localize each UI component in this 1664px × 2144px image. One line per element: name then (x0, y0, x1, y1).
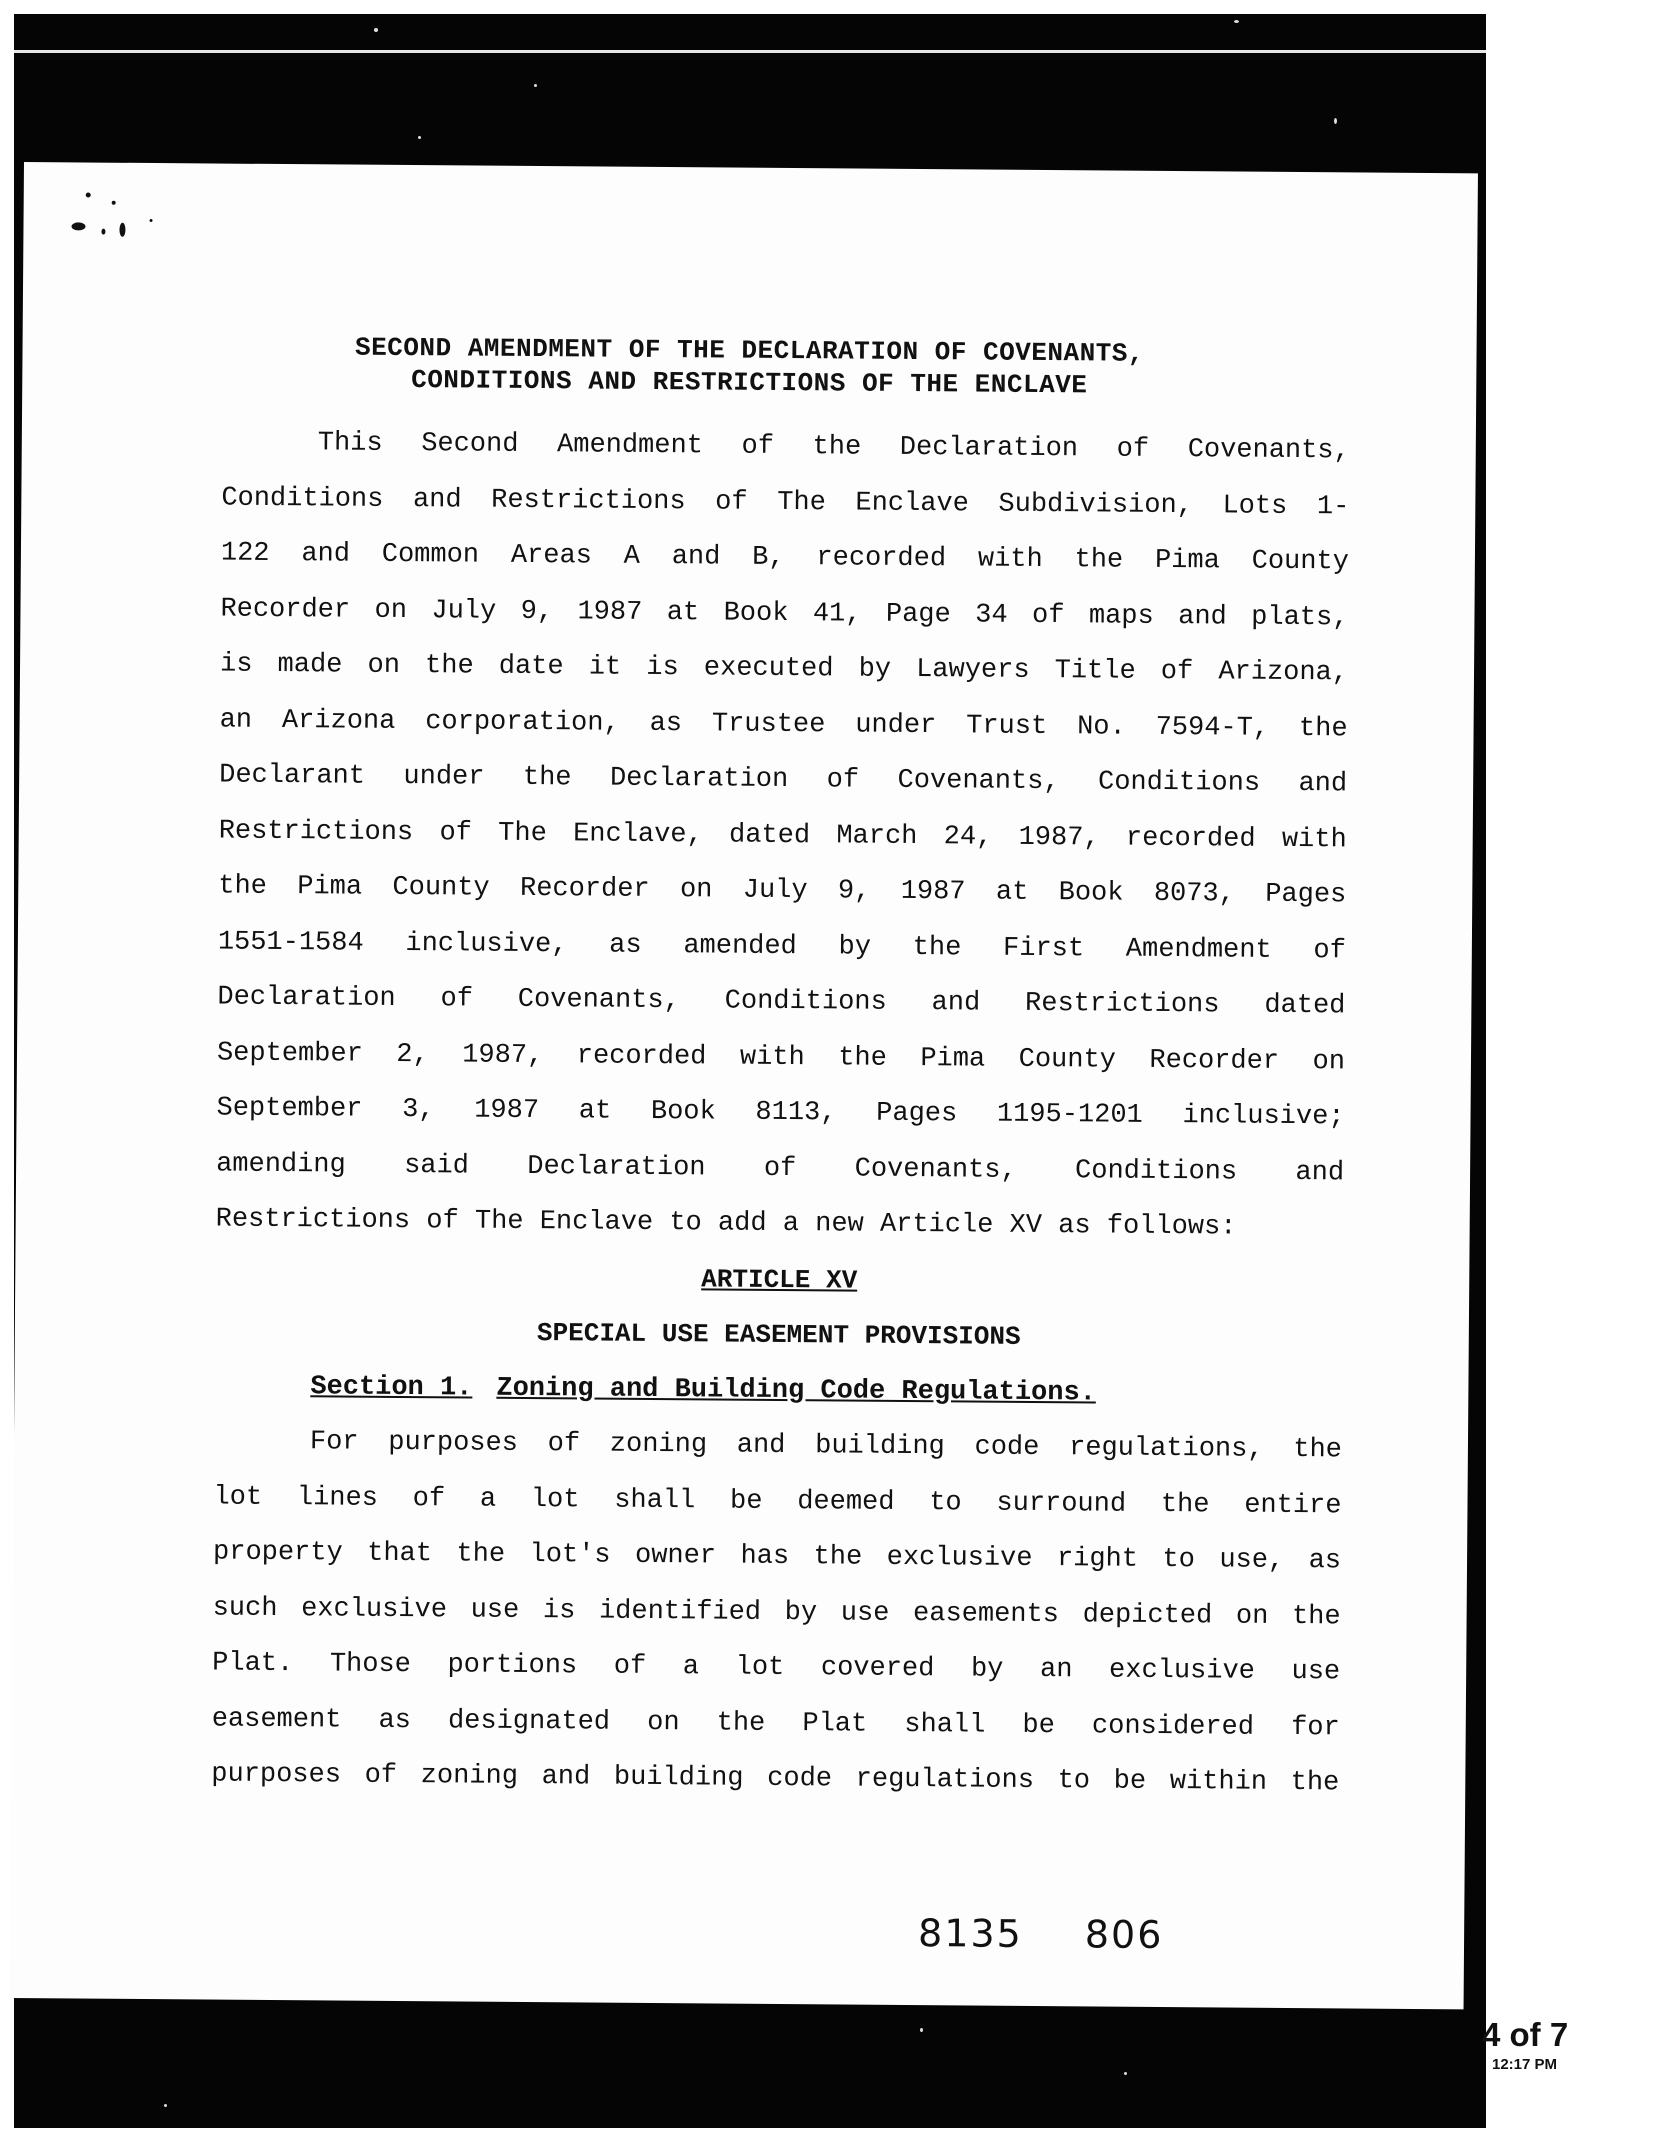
section-line: purposes of zoning and building code regulations to be within the (211, 1759, 1340, 1799)
section-line: For purposes of zoning and building code regulations, the (309, 1427, 1343, 1466)
intro-line: the Pima County Recorder on July 9, 1987 at Book 8073, Pages (218, 871, 1347, 911)
speck (119, 223, 125, 237)
section-line: property that the lot's owner has the exclusive right to use, as (212, 1537, 1342, 1577)
frame-speck (374, 28, 378, 32)
article-heading-row (215, 1248, 1343, 1312)
frame-speck (418, 136, 421, 139)
section-number: Section 1. (310, 1371, 473, 1404)
section-line: lot lines of a lot shall be deemed to surround the entire (213, 1482, 1342, 1521)
recording-book: 8135 (917, 1911, 1024, 1956)
article-heading: ARTICLE XV (701, 1263, 858, 1296)
section-title: Zoning and Building Code Regulations. (496, 1373, 1097, 1408)
intro-line: Restrictions of The Enclave to add a new Article XV as follows: (215, 1204, 1237, 1243)
document-page (10, 162, 1478, 2009)
page-indicator: 4 of 7 (1482, 2016, 1569, 2053)
document-body (211, 416, 1350, 1812)
intro-line: Declarant under the Declaration of Covenants, Conditions and (219, 760, 1348, 800)
frame-speck (920, 2028, 923, 2032)
intro-line: Restrictions of The Enclave, dated March 24, 1987, recorded with (218, 816, 1347, 855)
speck (150, 219, 153, 222)
intro-line: Recorder on July 9, 1987 at Book 41, Page 34 of maps and plats, (220, 594, 1349, 633)
intro-line: 1551-1584 inclusive, as amended by the First Amendment of (217, 927, 1346, 966)
section-line: such exclusive use is identified by use easements depicted on the (212, 1593, 1341, 1632)
intro-line: 122 and Common Areas A and B, recorded with the Pima County (220, 538, 1350, 578)
frame-speck (1234, 20, 1239, 23)
section-line: Plat. Those portions of a lot covered by an exclusive use (212, 1648, 1341, 1688)
frame-speck (534, 84, 537, 87)
recording-stamp (918, 1911, 1164, 1957)
recording-page: 806 (1084, 1912, 1164, 1958)
speck (86, 192, 91, 197)
speck (71, 222, 85, 230)
speck (112, 201, 116, 205)
intro-line: Declaration of Covenants, Conditions and Restrictions dated (217, 982, 1346, 1022)
frame-speck (1124, 2072, 1127, 2075)
section-heading (214, 1359, 1342, 1423)
document-title-line-2: CONDITIONS AND RESTRICTIONS OF THE ENCLAVE (411, 365, 1088, 401)
intro-line: This Second Amendment of the Declaration of Covenants, (317, 428, 1350, 467)
intro-line: September 2, 1987, recorded with the Pima County Recorder on (216, 1038, 1346, 1077)
intro-line: is made on the date it is executed by Lawyers Title of Arizona, (219, 649, 1349, 689)
intro-line: amending said Declaration of Covenants, Conditions and (216, 1149, 1345, 1188)
speck (101, 229, 105, 235)
intro-line: an Arizona corporation, as Trustee under Trust No. 7594-T, the (219, 705, 1348, 744)
intro-line: Conditions and Restrictions of The Enclave Subdivision, Lots 1- (221, 483, 1350, 522)
frame-speck (164, 2104, 167, 2107)
document-title-line-1: SECOND AMENDMENT OF THE DECLARATION OF COVENANTS, (354, 332, 1145, 369)
frame-speck (1334, 118, 1337, 124)
scan-frame (14, 14, 1486, 2128)
intro-line: September 3, 1987 at Book 8113, Pages 1195-1201 inclusive; (216, 1093, 1345, 1133)
article-subheading: SPECIAL USE EASEMENT PROVISIONS (536, 1318, 1021, 1352)
section-line: easement as designated on the Plat shall be considered for (211, 1704, 1340, 1743)
top-rule (14, 50, 1486, 53)
print-time: 12:17 PM (1492, 2056, 1558, 2073)
